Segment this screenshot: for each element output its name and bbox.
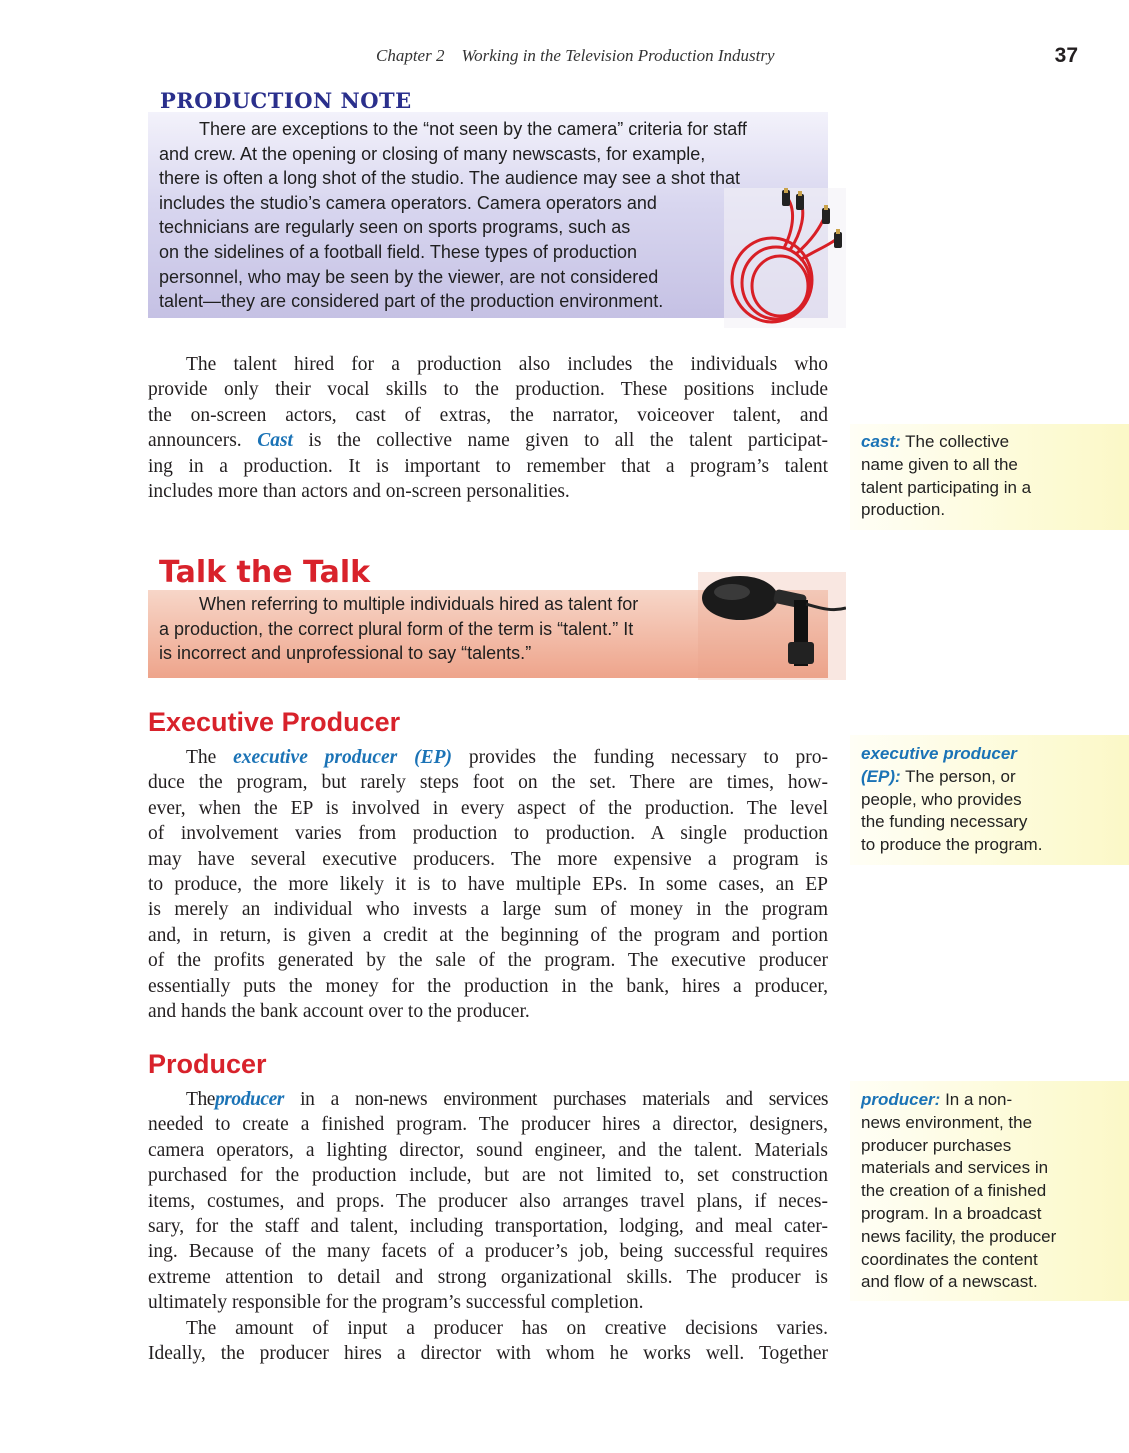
microphone-image (698, 572, 846, 680)
production-note-text: There are exceptions to the “not seen by the camera” criteria for staff and crew. At the opening or closing of many newscasts, for example, there is often a long shot of the studio. The audience may see a shot that includes the studio’s camera operators. Camera operators and technicians are regularly seen on sports programs, such as on the sidelines of a football field. These types of production personnel, who may be seen by the viewer, are not considered talent—they are considered part of the production environment. (159, 119, 747, 312)
talk-the-talk-title: Talk the Talk (159, 555, 371, 590)
margin-note-producer: producer: In a non- news environment, the producer purchases materials and services in the creation of a finished program. In a broadcast news facility, the producer coordinates the content and flow of a newscast. (861, 1090, 1057, 1292)
page-number: 37 (1054, 44, 1078, 67)
term-cast: Cast (257, 430, 293, 452)
term-producer: producer (214, 1089, 284, 1110)
running-head: Chapter 2 Working in the Television Production Industry (376, 46, 775, 65)
heading-executive-producer: Executive Producer (148, 707, 401, 737)
production-note-title: PRODUCTION NOTE (160, 88, 412, 113)
margin-note-cast: cast: The collective name given to all the talent participating in a production. (861, 432, 1032, 520)
heading-producer: Producer (148, 1049, 267, 1079)
talk-the-talk-text: When referring to multiple individuals hired as talent for a production, the correct plural form of the term is “talent.” It is incorrect and unprofessional to say “talents.” (159, 594, 639, 664)
executive-producer-paragraph: The executive producer (EP) provides the funding necessary to pro- duce the program, but rarely steps foot on the set. There are times, how- ever, when the EP is involved in every aspect of the production. The level of involvement varies from production to production. A single production may have several executive producers. The more expensive a program is to produce, the more likely it is to have multiple EPs. In some cases, an EP is merely an individual who invests a large sum of money in the program and, in return, is given a credit at the beginning of the program and portion of the profits generated by the sale of the program. The executive producer essentially puts the money for the production in the bank, hires a producer, and hands the bank account over to the producer. (148, 747, 829, 1023)
producer-paragraph: Theproducer in a non-news environment purchases materials and services needed to create a finished program. The producer hires a director, designers, camera operators, a lighting director, sound engineer, and the talent. Materials purchased for the production include, but are not limited to, set construction items, costumes, and props. The producer also arranges travel plans, if neces- sary, for the staff and talent, including transportation, lodging, and meal cater- ing. Because of the many facets of a producer’s job, being successful requires extreme attention to detail and strong organizational skills. The producer is ultimately responsible for the program’s successful completion. The amount of input a producer has on creative decisions varies. Ideally, the producer hires a director with whom he works well. Together (148, 1089, 828, 1365)
margin-note-executive-producer: executive producer (EP): The person, or people, who provides the funding necessary to produce the program. (861, 744, 1043, 855)
talent-paragraph: The talent hired for a production also includes the individuals who provide only their vocal skills to the production. These positions include the on-screen actors, cast of extras, the narrator, voiceover talent, and announcers. Cast is the collective name given to all the talent participat- ing in a production. It is important to remember that a program’s talent includes more than actors and on-screen personalities. (148, 354, 829, 503)
term-executive-producer: executive producer (EP) (233, 747, 452, 768)
